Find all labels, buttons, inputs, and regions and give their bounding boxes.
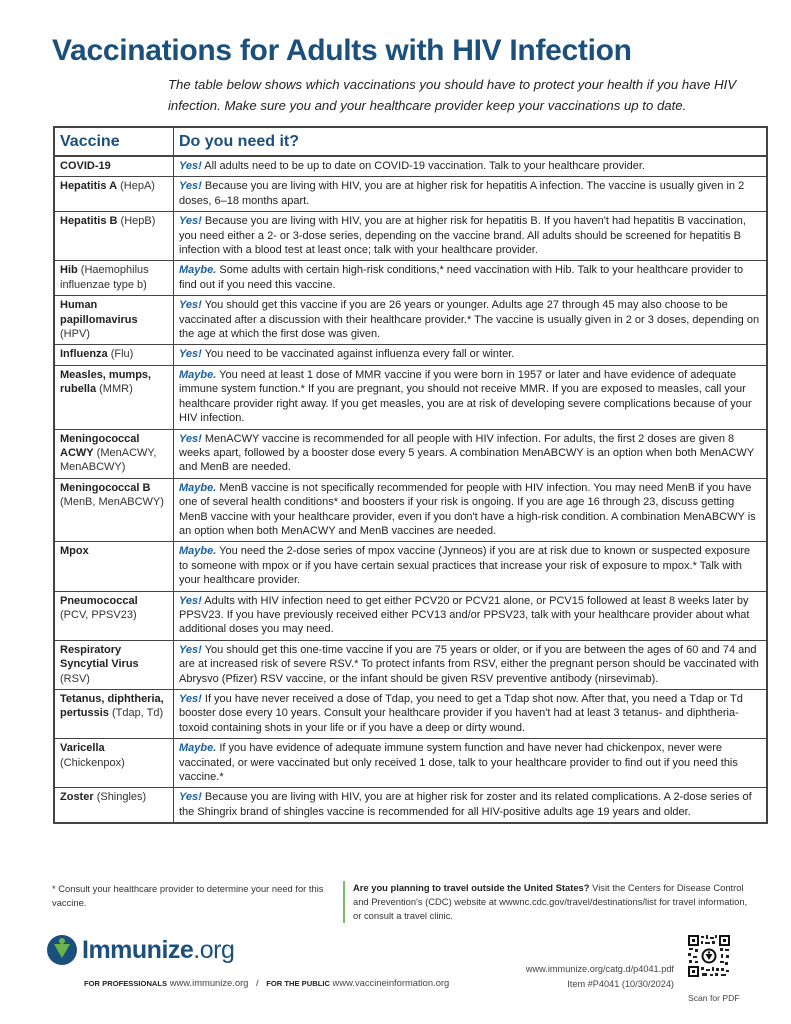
recommendation-cell bbox=[174, 365, 768, 429]
item-number: Item #P4041 (10/30/2024) bbox=[567, 979, 674, 989]
verdict-yes: Yes! bbox=[179, 643, 202, 656]
vaccine-name-cell bbox=[54, 296, 174, 345]
vaccine-abbreviation: (HepA) bbox=[120, 180, 155, 193]
recommendation-text: Because you are living with HIV, you are at higher risk for hepatitis B. If you haven't had hepatitis B vaccination, you need either a 2- or 3-dose series, depending on the vaccine brand. All adults should be screened for hepatitis B infection with a blood test at least once; talk with your healthcare provider. bbox=[179, 215, 746, 257]
verdict-maybe: Maybe. bbox=[179, 545, 217, 558]
vaccine-table bbox=[53, 126, 768, 824]
vaccine-name: Meningococcal ACWY bbox=[60, 432, 140, 459]
column-header-vaccine: Vaccine bbox=[54, 127, 174, 156]
vaccine-abbreviation: (MenACWY, MenABCWY) bbox=[60, 446, 157, 474]
recommendation-text: Some adults with certain high-risk conditions,* need vaccination with Hib. Talk to your healthcare provider to find out if you need this vaccine. bbox=[179, 264, 744, 291]
table-row bbox=[54, 177, 767, 212]
recommendation-text: You need the 2-dose series of mpox vaccine (Jynneos) if you are at risk due to known or suspected exposure to someone with mpox or if you have certain sexual practices that increase your risk of exposure to mpox.* Talk with your healthcare provider. bbox=[179, 545, 751, 587]
vaccine-name-cell bbox=[54, 542, 174, 591]
vaccine-abbreviation: (MMR) bbox=[99, 383, 133, 396]
vaccine-name: Hib bbox=[60, 264, 78, 277]
vaccine-name-cell bbox=[54, 261, 174, 296]
footer-links bbox=[84, 977, 449, 988]
vaccine-name: Varicella bbox=[60, 742, 105, 755]
table-body bbox=[54, 156, 767, 823]
vaccine-name-cell bbox=[54, 690, 174, 739]
recommendation-cell bbox=[174, 788, 768, 823]
vaccine-name: Tetanus, diphtheria, pertussis bbox=[60, 693, 164, 720]
verdict-yes: Yes! bbox=[179, 348, 202, 361]
vaccine-name-cell bbox=[54, 345, 174, 365]
verdict-maybe: Maybe. bbox=[179, 742, 217, 755]
vaccine-name-cell bbox=[54, 788, 174, 823]
page-title: Vaccinations for Adults with HIV Infection bbox=[52, 34, 632, 67]
link-separator: / bbox=[256, 977, 259, 988]
vaccine-name: Measles, mumps, rubella bbox=[60, 368, 152, 396]
vaccine-name-cell bbox=[54, 177, 174, 212]
table-row bbox=[54, 429, 767, 478]
pdf-link[interactable]: www.immunize.org/catg.d/p4041.pdf bbox=[525, 964, 674, 974]
vaccine-name: Human papillomavirus bbox=[60, 299, 138, 326]
recommendation-text: MenACWY vaccine is recommended for all people with HIV infection. For adults, the first 2 doses are given 8 weeks apart, followed by a booster dose every 5 years. A combination MenABCWY is an option when both MenACWY and MenB are needed. bbox=[179, 432, 754, 474]
vaccine-name: Hepatitis B bbox=[60, 215, 118, 228]
recommendation-text: All adults need to be up to date on COVID-19 vaccination. Talk to your healthcare provider. bbox=[204, 160, 645, 172]
table-row bbox=[54, 788, 767, 823]
verdict-yes: Yes! bbox=[179, 180, 202, 193]
professionals-label: FOR PROFESSIONALS bbox=[84, 979, 168, 988]
recommendation-cell bbox=[174, 296, 768, 345]
table-row bbox=[54, 212, 767, 261]
recommendation-cell bbox=[174, 739, 768, 788]
table-header-row bbox=[54, 127, 767, 156]
vaccine-abbreviation: (Haemophilus influenzae type b) bbox=[60, 264, 149, 291]
recommendation-text: You should get this vaccine if you are 26 years or younger. Adults age 27 through 45 may also choose to be vaccinated after a discussion with their healthcare provider.* The vaccine is usually given in 2 or 3 doses, depending on the age at which the first dose was given. bbox=[179, 299, 760, 341]
vaccine-name: Influenza bbox=[60, 348, 108, 361]
table-row bbox=[54, 345, 767, 365]
vaccine-name: Mpox bbox=[60, 545, 89, 558]
travel-text: Visit the Centers for Disease Control and Prevention's (CDC) website at wwwnc.cdc.gov/travel/destinations/list for travel information, or consult a travel clinic. bbox=[353, 882, 748, 921]
recommendation-cell bbox=[174, 591, 768, 640]
vaccine-name: Hepatitis A bbox=[60, 180, 118, 193]
recommendation-text: Adults with HIV infection need to get either PCV20 or PCV21 alone, or PCV15 followed at least 8 weeks later by PPSV23. If you have previously received either PCV13 and/or PPSV23, talk with your healthcare provider about what additional doses you may need. bbox=[179, 594, 750, 636]
recommendation-text: If you have evidence of adequate immune system function and have never had chickenpox, never were vaccinated, or were vaccinated but only received 1 dose, talk to your healthcare provider to find out if you need this vaccine.* bbox=[179, 742, 738, 784]
vaccine-name: Meningococcal B bbox=[60, 481, 151, 494]
footnote: * Consult your healthcare provider to determine your need for this vaccine. bbox=[52, 883, 324, 908]
recommendation-cell bbox=[174, 177, 768, 212]
verdict-yes: Yes! bbox=[179, 215, 202, 228]
recommendation-text: If you have never received a dose of Tdap, you need to get a Tdap shot now. After that, you need a Tdap or Td booster dose every 10 years. Consult your healthcare provider if you haven't had at least 3 tetanus- and diphtheria-toxoid containing shots in your life or if you have a deep or dirty wound. bbox=[179, 693, 743, 734]
recommendation-text: You need to be vaccinated against influenza every fall or winter. bbox=[204, 348, 515, 361]
recommendation-cell bbox=[174, 345, 768, 365]
vaccine-abbreviation: (Chickenpox) bbox=[60, 756, 125, 769]
vaccine-abbreviation: (MenB, MenABCWY) bbox=[60, 496, 164, 509]
table-row bbox=[54, 690, 767, 739]
verdict-yes: Yes! bbox=[179, 299, 202, 312]
table-row bbox=[54, 478, 767, 542]
table-row bbox=[54, 296, 767, 345]
vaccine-name-cell bbox=[54, 429, 174, 478]
verdict-yes: Yes! bbox=[179, 594, 202, 607]
recommendation-cell bbox=[174, 478, 768, 542]
recommendation-text: You should get this one-time vaccine if you are 75 years or older, or if you are between the ages of 60 and 74 and are at increased risk of severe RSV.* To protect infants from RSV, either the pregnant person should be vaccinated with Abrysvo (Pfizer) RSV vaccine, or the infant should be given RSV preventive antibody (nirsevimab). bbox=[179, 643, 759, 685]
vaccine-name-cell bbox=[54, 156, 174, 177]
vaccine-abbreviation: (Flu) bbox=[110, 348, 134, 361]
table-row bbox=[54, 542, 767, 591]
recommendation-text: MenB vaccine is not specifically recommended for people with HIV infection. You may need MenB if you have one of several health conditions* and boosters if your risk is ongoing. If you are age 16 through 23, discuss getting MenB vaccine with your healthcare provider, even if you don't have a high-risk condition. A combination MenABCWY is an option when both MenACWY and MenB vaccines are needed. bbox=[179, 481, 756, 537]
vaccine-abbreviation: (HepB) bbox=[120, 215, 156, 228]
verdict-maybe: Maybe. bbox=[179, 368, 217, 381]
vaccine-abbreviation: (Shingles) bbox=[96, 791, 147, 804]
verdict-yes: Yes! bbox=[179, 693, 202, 705]
travel-note bbox=[343, 881, 753, 923]
table-row bbox=[54, 156, 767, 177]
pdf-info bbox=[526, 962, 674, 992]
recommendation-cell bbox=[174, 156, 768, 177]
verdict-yes: Yes! bbox=[179, 432, 202, 445]
vaccine-name: COVID-19 bbox=[60, 160, 111, 172]
table-row bbox=[54, 261, 767, 296]
recommendation-text: Because you are living with HIV, you are at higher risk for hepatitis A infection. The vaccine is usually given in 2 doses, 6–18 months apart. bbox=[179, 180, 745, 207]
table-row bbox=[54, 365, 767, 429]
intro-text: The table below shows which vaccinations you should have to protect your health if you have HIV infection. Make sure you and your healthcare provider keep your vaccinations up to date. bbox=[168, 77, 737, 113]
column-header-need: Do you need it? bbox=[174, 127, 768, 156]
vaccine-abbreviation: (RSV) bbox=[60, 672, 90, 685]
recommendation-cell bbox=[174, 640, 768, 689]
logo-text: Immunize.org bbox=[82, 935, 235, 964]
travel-question: Are you planning to travel outside the United States? bbox=[353, 882, 590, 893]
recommendation-cell bbox=[174, 690, 768, 739]
vaccine-name: Respiratory Syncytial Virus bbox=[60, 643, 139, 671]
vaccine-name-cell bbox=[54, 640, 174, 689]
vaccine-name-cell bbox=[54, 212, 174, 261]
verdict-yes: Yes! bbox=[179, 160, 202, 172]
professionals-link[interactable]: www.immunize.org bbox=[169, 977, 249, 988]
verdict-yes: Yes! bbox=[179, 791, 202, 804]
vaccine-name-cell bbox=[54, 739, 174, 788]
recommendation-cell bbox=[174, 542, 768, 591]
qr-code-icon[interactable] bbox=[687, 934, 731, 978]
logo-icon bbox=[47, 935, 77, 965]
vaccine-abbreviation: (Tdap, Td) bbox=[111, 707, 164, 720]
vaccine-abbreviation: (PCV, PPSV23) bbox=[60, 608, 137, 621]
vaccine-name: Pneumococcal bbox=[60, 594, 138, 607]
public-label: FOR THE PUBLIC bbox=[266, 979, 330, 988]
table-row bbox=[54, 591, 767, 640]
vaccine-abbreviation: (HPV) bbox=[60, 328, 90, 341]
recommendation-cell bbox=[174, 261, 768, 296]
recommendation-text: Because you are living with HIV, you are at higher risk for zoster and its related complications. A 2-dose series of the Shingrix brand of shingles vaccine is recommended for all HIV-positive adults age 19 years and older. bbox=[179, 791, 752, 818]
recommendation-text: You need at least 1 dose of MMR vaccine if you were born in 1957 or later and have evidence of adequate immune system function.* If you are pregnant, you should not receive MMR. If you are exposed to measles, call your healthcare provider right away. If you get measles, you are at risk of developing severe complications because of your HIV infection. bbox=[179, 368, 752, 425]
table-row bbox=[54, 739, 767, 788]
verdict-maybe: Maybe. bbox=[179, 264, 217, 277]
recommendation-cell bbox=[174, 429, 768, 478]
vaccine-name-cell bbox=[54, 478, 174, 542]
table-row bbox=[54, 640, 767, 689]
vaccine-name-cell bbox=[54, 591, 174, 640]
verdict-maybe: Maybe. bbox=[179, 481, 217, 494]
qr-caption: Scan for PDF bbox=[688, 993, 740, 1003]
recommendation-cell bbox=[174, 212, 768, 261]
public-link[interactable]: www.vaccineinformation.org bbox=[332, 977, 450, 988]
vaccine-name: Zoster bbox=[60, 791, 94, 804]
vaccine-name-cell bbox=[54, 365, 174, 429]
immunize-logo[interactable] bbox=[47, 935, 234, 965]
